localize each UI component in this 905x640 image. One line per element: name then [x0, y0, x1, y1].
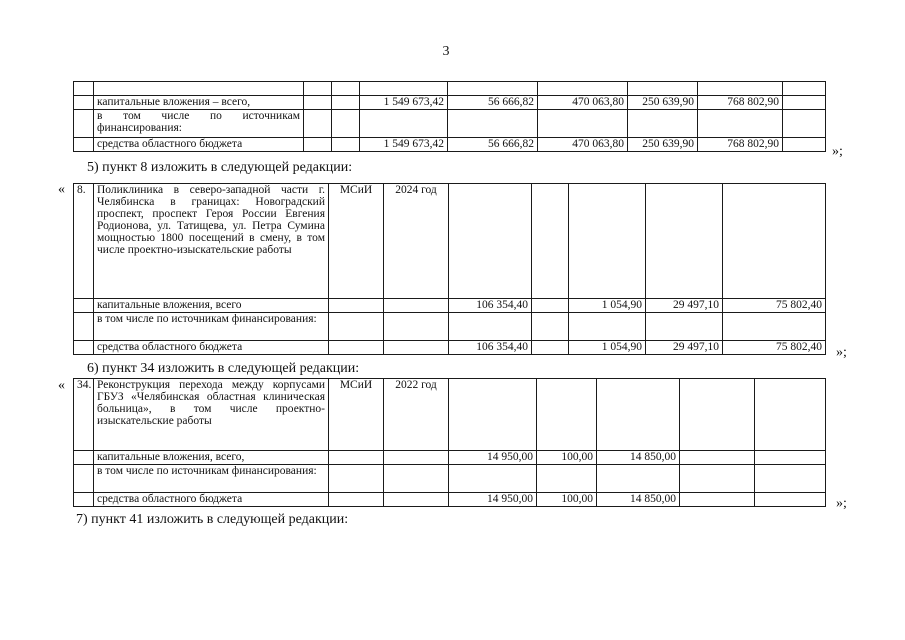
cell-value: 14 950,00 — [449, 451, 537, 465]
cell-value: 470 063,80 — [538, 96, 628, 110]
cell-value — [755, 493, 826, 507]
cell-value: 768 802,90 — [698, 96, 783, 110]
cell-value: 470 063,80 — [538, 138, 628, 152]
table-row — [74, 493, 826, 507]
cell-value — [680, 451, 755, 465]
row-label: средства областного бюджета — [94, 341, 329, 355]
cell-value — [532, 341, 569, 355]
cell-value — [680, 493, 755, 507]
table-row — [74, 379, 826, 451]
table-item-8 — [73, 183, 826, 355]
row-label: средства областного бюджета — [94, 138, 304, 152]
section-heading: 6) пункт 34 изложить в следующей редакции: — [87, 361, 360, 376]
item-number: 34. — [74, 379, 94, 451]
row-label: капитальные вложения – всего, — [94, 96, 304, 110]
close-quote-mark: »; — [836, 496, 847, 511]
table-row — [74, 138, 826, 152]
cell-value: 1 549 673,42 — [360, 96, 448, 110]
table-row — [74, 451, 826, 465]
table-row — [74, 184, 826, 299]
item-year: 2024 год — [384, 184, 449, 299]
row-label: капитальные вложения, всего, — [94, 451, 329, 465]
table-row — [74, 110, 826, 138]
table-row — [74, 341, 826, 355]
cell-value: 1 054,90 — [569, 341, 646, 355]
cell-value — [532, 299, 569, 313]
section-heading: 7) пункт 41 изложить в следующей редакции: — [76, 512, 349, 527]
page-number: 3 — [442, 44, 450, 59]
table-row — [74, 313, 826, 341]
cell-value: 1 054,90 — [569, 299, 646, 313]
cell-value — [755, 451, 826, 465]
cell-value: 106 354,40 — [449, 299, 532, 313]
cell-value: 250 639,90 — [628, 96, 698, 110]
row-label: в том числе по источникам финансирования: — [94, 465, 329, 493]
open-quote-mark: « — [58, 182, 65, 197]
cell-value: 29 497,10 — [646, 341, 723, 355]
cell-value: 56 666,82 — [448, 96, 538, 110]
item-organization: МСиИ — [329, 184, 384, 299]
table-continuation — [73, 81, 826, 152]
close-quote-mark: »; — [832, 144, 843, 159]
item-year: 2022 год — [384, 379, 449, 451]
table-item-34 — [73, 378, 826, 507]
cell-value: 1 549 673,42 — [360, 138, 448, 152]
table-row — [74, 465, 826, 493]
row-label: средства областного бюджета — [94, 493, 329, 507]
cell-value: 100,00 — [537, 451, 597, 465]
cell-value: 56 666,82 — [448, 138, 538, 152]
row-label: капитальные вложения, всего — [94, 299, 329, 313]
cell-value: 768 802,90 — [698, 138, 783, 152]
cell-value: 14 950,00 — [449, 493, 537, 507]
cell-value: 75 802,40 — [723, 341, 826, 355]
cell-value: 14 850,00 — [597, 451, 680, 465]
cell-value: 106 354,40 — [449, 341, 532, 355]
close-quote-mark: »; — [836, 345, 847, 360]
table-row — [74, 96, 826, 110]
table-row — [74, 82, 826, 96]
table-row — [74, 299, 826, 313]
cell-value: 29 497,10 — [646, 299, 723, 313]
section-heading: 5) пункт 8 изложить в следующей редакции: — [87, 160, 353, 175]
item-number: 8. — [74, 184, 94, 299]
item-organization: МСиИ — [329, 379, 384, 451]
row-label: в том числе по источникам финансирования: — [94, 313, 329, 341]
open-quote-mark: « — [58, 378, 65, 393]
cell-value: 14 850,00 — [597, 493, 680, 507]
item-description: Реконструкция перехода между корпусами ГБУЗ «Челябинская областная клиническая больница», в том числе проектно-изыскательские работы — [94, 379, 329, 451]
cell-value: 250 639,90 — [628, 138, 698, 152]
item-description: Поликлиника в северо-западной части г. Челябинска в границах: Новоградский проспект, проспект Героя России Евгения Родионова, ул. Татищева, ул. Петра Сумина мощностью 1800 посещений в смену, в том числе проектно-изыскательские работы — [94, 184, 329, 299]
row-label: в том числе по источникам финансирования: — [94, 110, 304, 138]
cell-value: 100,00 — [537, 493, 597, 507]
cell-value: 75 802,40 — [723, 299, 826, 313]
